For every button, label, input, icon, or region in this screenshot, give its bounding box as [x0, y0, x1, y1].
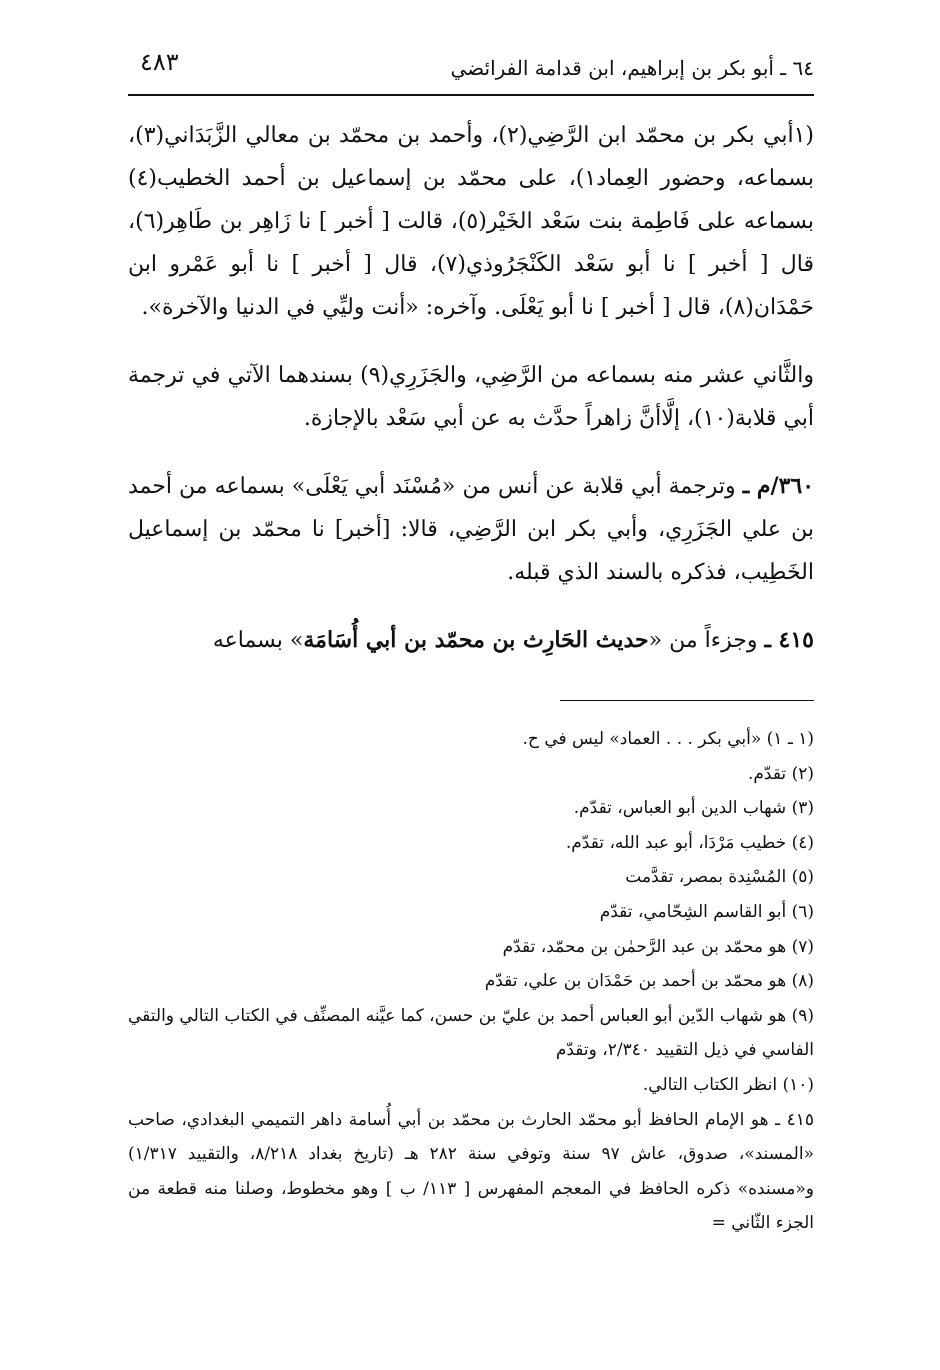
footnote-10: (١٠) انظر الكتاب التالي. — [642, 1074, 814, 1095]
chapter-title: ٦٤ ـ أبو بكر بن إبراهيم، ابن قدامة الفرائضي — [450, 56, 814, 80]
footnote-8: (٨) هو محمّد بن أحمد بن حَمْدَان بن علي، تقدّم — [484, 971, 814, 992]
footnote-3: (٣) شهاب الدين أبو العباس، تقدّم. — [573, 798, 814, 819]
running-header — [128, 42, 814, 94]
entry-number-415: ٤١٥ ـ — [764, 627, 814, 653]
paragraph-4-pre: وجزءاً من « — [648, 628, 758, 653]
paragraph-2: والثَّاني عشر منه بسماعه من الرَّضِي، والجَزَرِي(٩) بسندهما الآتي في ترجمة أبي قلابة(١٠)، إلَّاأنَّ زاهراً حدَّث به عن أبي سَعْد بالإجازة. — [128, 363, 814, 431]
paragraph-4-post: » بسماعه — [212, 628, 304, 653]
paragraph-3-text: وترجمة أبي قلابة عن أنس من «مُسْنَد أبي يَعْلَى» بسماعه من أحمد بن علي الجَزَرِي، وأبي بكر ابن الرَّضِي، قالا: [أخبر] نا محمّد بن إسماعيل الخَطِيب، فذكره بالسند الذي قبله. — [128, 474, 814, 585]
footnote-separator — [560, 700, 814, 701]
footnote-4: (٤) خطيب مَرْدَا، أبو عبد الله، تقدّم. — [565, 832, 814, 853]
paragraph-1: (١أبي بكر بن محمّد ابن الرَّضِي(٢)، وأحمد بن محمّد بن معالي الزَّبَدَاني(٣)، بسماعه، وحضور العِماد١)، على محمّد بن إسماعيل بن أحمد الخطيب(٤) بسماعه على فَاطِمة بنت سَعْد الخَيْر(٥)، قالت [ أخبر ] نا زَاهِر بن طَاهِر(٦)، قال [ أخبر ] نا أبو سَعْد الكَنْجَرُوذي(٧)، قال [ أخبر ] نا أبو عَمْرو ابن حَمْدَان(٨)، قال [ أخبر ] نا أبو يَعْلَى. وآخره: «أنت وليِّي في الدنيا والآخرة». — [128, 123, 815, 320]
header-divider — [128, 94, 814, 96]
paragraph-3 — [128, 465, 814, 594]
footnotes — [128, 722, 814, 1241]
footnote-9: (٩) هو شهاب الدّين أبو العباس أحمد بن عليّ بن حسن، كما عيَّنه المصنِّف في الكتاب التالي والتقي الفاسي في ذيل التقييد ٢/٣٤٠، وتقدّم — [128, 1005, 814, 1061]
paragraph-4 — [128, 619, 814, 662]
book-title-hadith: حديث الحَارِث بن محمّد بن أبي أُسَامَة — [303, 627, 649, 653]
entry-number-360: ٣٦٠/م ـ — [742, 473, 815, 499]
main-text — [128, 114, 814, 662]
footnote-415: ٤١٥ ـ هو الإمام الحافظ أبو محمّد الحارث بن محمّد بن أبي أُسامة داهر التميمي البغدادي، صاحب «المسند»، صدوق، عاش ٩٧ سنة وتوفي سنة ٢٨٢ هـ (تاريخ بغداد ٨/٢١٨، والتقييد ١/٣١٧) و«مسنده» ذكره الحافظ في المعجم المفهرس [ ١١٣/ ب ] وهو مخطوط، وصلنا منه قطعة من الجزء الثّاني = — [128, 1109, 814, 1234]
page-number: ٤٨٣ — [140, 48, 179, 76]
footnote-1: (١ ـ ١) «أبي بكر . . . العماد» ليس في ح. — [522, 729, 814, 749]
footnote-7: (٧) هو محمّد بن عبد الرَّحمٰن بن محمّد، تقدّم — [502, 936, 814, 957]
footnote-2: (٢) تقدّم. — [747, 763, 814, 784]
footnote-6: (٦) أبو القاسم الشِحّامي، تقدّم — [599, 901, 814, 922]
footnote-5: (٥) المُسْنِدة بمصر، تقدَّمت — [625, 867, 814, 888]
